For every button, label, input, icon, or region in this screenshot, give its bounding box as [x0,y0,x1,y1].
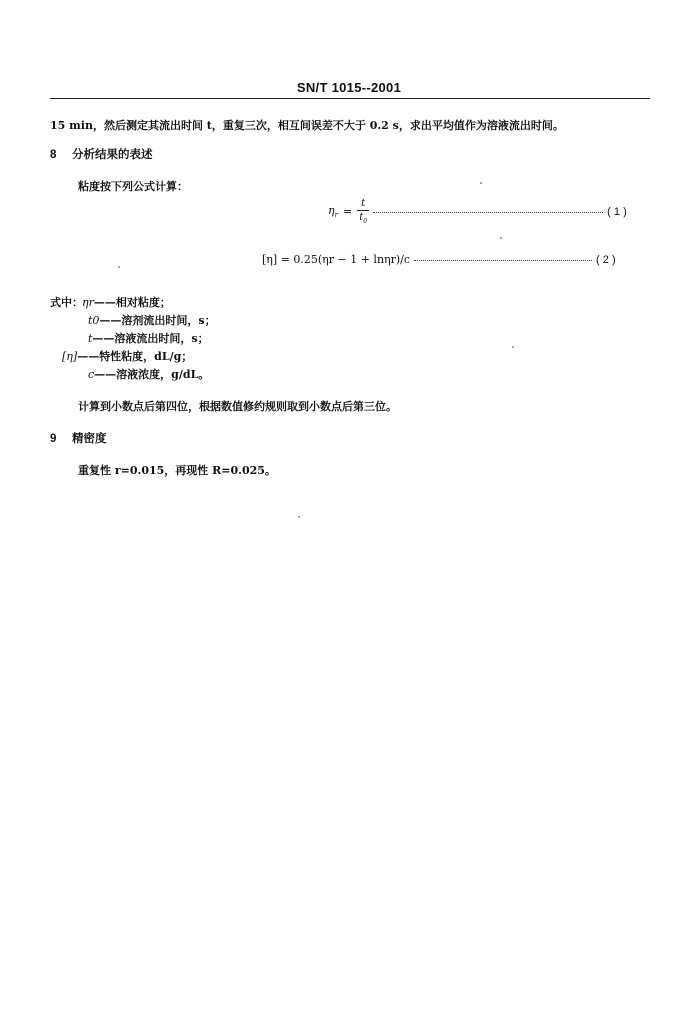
section-9-number: 9 [50,433,57,445]
section-9-title: 精密度 [72,431,107,445]
formula-2-number: ( 2 ) [596,253,616,266]
scan-speck [512,346,514,348]
precision-statement: 重复性 r=0.015，再现性 R=0.025。 [78,464,276,477]
formula-1-fraction [357,198,369,225]
section-9-heading [50,430,107,446]
section-8-number: 8 [50,149,57,161]
definitions-intro: 式中： [50,296,83,309]
formula-2 [262,253,616,266]
formula-2-expression: [η] = 0.25(ηr − 1 + lnηr)/c [262,253,411,266]
definition-item: c——溶液浓度，g/dL。 [88,368,210,381]
standard-code-header: SN/T 1015--2001 [296,80,402,95]
formula-1-lhs: $\eta_r$ [328,203,338,220]
definition-item: [η]——特性粘度，dL/g； [62,350,193,363]
intro-paragraph: 15 min，然后测定其流出时间 t，重复三次，相互间误差不大于 0.2 s，求出平均值作为溶液流出时间。 [50,119,564,132]
scan-speck [298,516,300,518]
formula-1-leader-dots [373,212,603,213]
section-8-heading [50,146,153,162]
section-8-title: 分析结果的表述 [72,147,153,161]
formula-1-numerator: t [361,198,366,209]
scan-speck [118,266,120,268]
definition-item: t——溶液流出时间，s； [88,332,209,345]
formula-lead-text: 粘度按下列公式计算： [78,180,188,193]
formula-1-denominator: $t_0$ [359,212,368,225]
header-rule [50,98,650,99]
definition-item: ηr——相对粘度； [82,296,171,309]
definition-item: t0——溶剂流出时间，s； [88,314,216,327]
scan-speck [500,237,502,239]
formula-1 [328,198,627,225]
formula-2-leader-dots [414,260,592,261]
rounding-note: 计算到小数点后第四位，根据数值修约规则取到小数点后第三位。 [78,400,397,413]
formula-1-number: ( 1 ) [607,205,627,218]
scan-speck [480,182,482,184]
formula-1-equals: = [342,205,353,218]
